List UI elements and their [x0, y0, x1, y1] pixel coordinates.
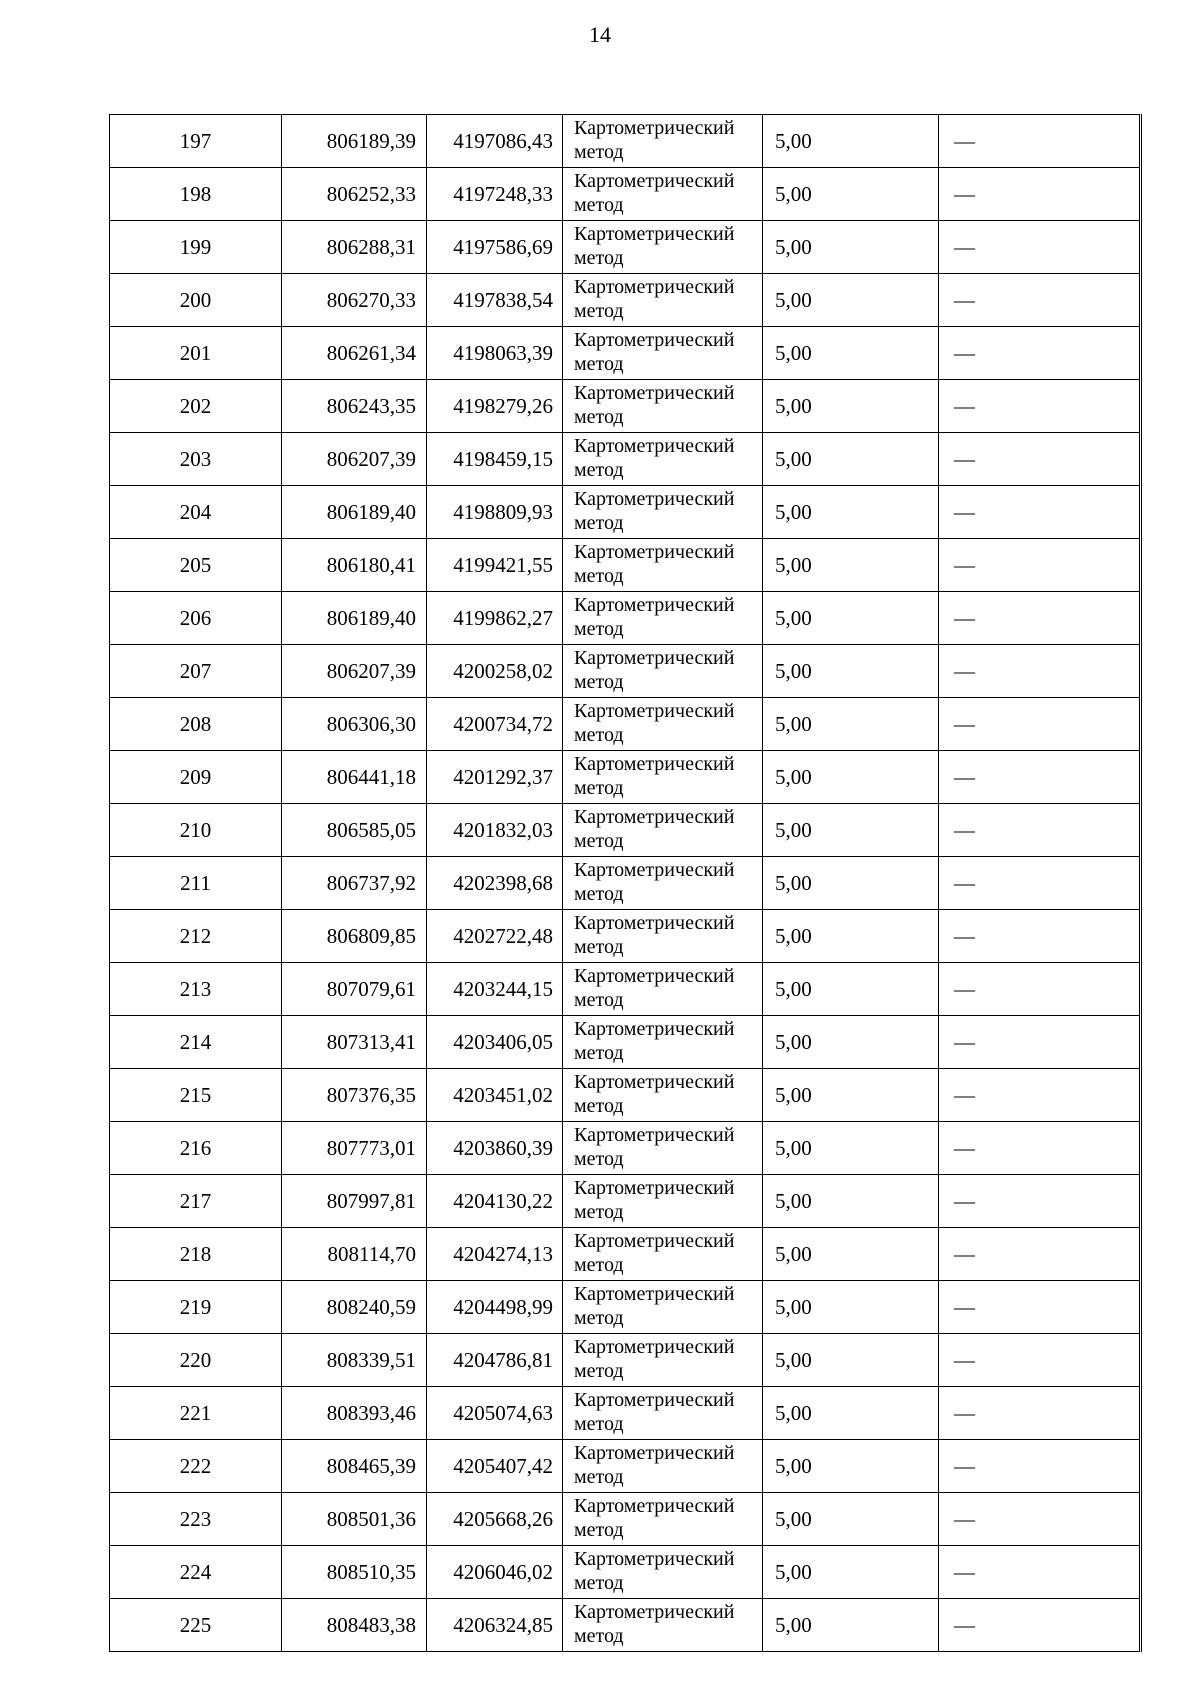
point-number-cell: 210 [110, 804, 282, 857]
table-row [110, 115, 1141, 168]
x-coordinate-cell: 808114,70 [282, 1228, 427, 1281]
x-coordinate-cell: 806809,85 [282, 910, 427, 963]
x-coordinate-cell: 806207,39 [282, 645, 427, 698]
method-line-1: Картометрический [574, 1389, 735, 1411]
y-coordinate-cell: 4206324,85 [427, 1599, 563, 1652]
method-line-1: Картометрический [574, 1548, 735, 1570]
method-line-1: Картометрический [574, 1442, 735, 1464]
method-line-1: Картометрический [574, 1336, 735, 1358]
x-coordinate-cell: 807079,61 [282, 963, 427, 1016]
accuracy-cell: 5,00 [763, 1387, 939, 1440]
accuracy-cell: 5,00 [763, 380, 939, 433]
accuracy-cell: 5,00 [763, 1175, 939, 1228]
note-cell: — [939, 115, 1141, 168]
x-coordinate-cell: 808501,36 [282, 1493, 427, 1546]
method-cell [563, 804, 763, 857]
table-row [110, 1016, 1141, 1069]
method-line-1: Картометрический [574, 488, 735, 510]
method-cell [563, 115, 763, 168]
table-row [110, 1069, 1141, 1122]
method-line-1: Картометрический [574, 912, 735, 934]
method-line-2: метод [574, 1254, 624, 1276]
point-number-cell: 198 [110, 168, 282, 221]
method-line-2: метод [574, 989, 624, 1011]
note-cell: — [939, 1387, 1141, 1440]
table-row [110, 380, 1141, 433]
note-cell: — [939, 1440, 1141, 1493]
point-number-cell: 224 [110, 1546, 282, 1599]
y-coordinate-cell: 4202722,48 [427, 910, 563, 963]
note-cell: — [939, 168, 1141, 221]
method-line-1: Картометрический [574, 1124, 735, 1146]
method-cell [563, 327, 763, 380]
point-number-cell: 200 [110, 274, 282, 327]
y-coordinate-cell: 4197838,54 [427, 274, 563, 327]
method-line-2: метод [574, 777, 624, 799]
point-number-cell: 215 [110, 1069, 282, 1122]
y-coordinate-cell: 4197586,69 [427, 221, 563, 274]
method-cell [563, 963, 763, 1016]
accuracy-cell: 5,00 [763, 857, 939, 910]
note-cell: — [939, 1228, 1141, 1281]
x-coordinate-cell: 806252,33 [282, 168, 427, 221]
method-cell [563, 380, 763, 433]
y-coordinate-cell: 4204274,13 [427, 1228, 563, 1281]
method-line-1: Картометрический [574, 753, 735, 775]
point-number-cell: 214 [110, 1016, 282, 1069]
method-line-2: метод [574, 247, 624, 269]
method-line-2: метод [574, 300, 624, 322]
method-line-1: Картометрический [574, 965, 735, 987]
method-line-2: метод [574, 1201, 624, 1223]
accuracy-cell: 5,00 [763, 645, 939, 698]
y-coordinate-cell: 4198809,93 [427, 486, 563, 539]
y-coordinate-cell: 4199862,27 [427, 592, 563, 645]
table-row [110, 539, 1141, 592]
method-cell [563, 1069, 763, 1122]
y-coordinate-cell: 4205074,63 [427, 1387, 563, 1440]
method-line-2: метод [574, 1519, 624, 1541]
page-number: 14 [589, 22, 611, 47]
note-cell: — [939, 910, 1141, 963]
method-cell [563, 168, 763, 221]
method-line-2: метод [574, 936, 624, 958]
accuracy-cell: 5,00 [763, 1069, 939, 1122]
method-line-2: метод [574, 1307, 624, 1329]
coordinates-table [109, 114, 1142, 1652]
note-cell: — [939, 486, 1141, 539]
point-number-cell: 206 [110, 592, 282, 645]
coordinates-table-wrapper [109, 114, 1142, 1652]
note-cell: — [939, 539, 1141, 592]
point-number-cell: 217 [110, 1175, 282, 1228]
x-coordinate-cell: 806306,30 [282, 698, 427, 751]
method-line-2: метод [574, 1148, 624, 1170]
method-line-1: Картометрический [574, 594, 735, 616]
point-number-cell: 220 [110, 1334, 282, 1387]
y-coordinate-cell: 4206046,02 [427, 1546, 563, 1599]
note-cell: — [939, 751, 1141, 804]
y-coordinate-cell: 4201292,37 [427, 751, 563, 804]
note-cell: — [939, 327, 1141, 380]
table-row [110, 1228, 1141, 1281]
method-line-1: Картометрический [574, 1230, 735, 1252]
method-cell [563, 486, 763, 539]
note-cell: — [939, 1122, 1141, 1175]
method-line-1: Картометрический [574, 859, 735, 881]
accuracy-cell: 5,00 [763, 221, 939, 274]
accuracy-cell: 5,00 [763, 698, 939, 751]
x-coordinate-cell: 807313,41 [282, 1016, 427, 1069]
method-line-2: метод [574, 353, 624, 375]
point-number-cell: 219 [110, 1281, 282, 1334]
method-cell [563, 1599, 763, 1652]
method-cell [563, 1546, 763, 1599]
note-cell: — [939, 1546, 1141, 1599]
method-line-1: Картометрический [574, 117, 735, 139]
accuracy-cell: 5,00 [763, 1334, 939, 1387]
method-line-2: метод [574, 1572, 624, 1594]
accuracy-cell: 5,00 [763, 168, 939, 221]
method-line-2: метод [574, 883, 624, 905]
method-line-1: Картометрический [574, 276, 735, 298]
x-coordinate-cell: 808240,59 [282, 1281, 427, 1334]
note-cell: — [939, 1599, 1141, 1652]
table-row [110, 1281, 1141, 1334]
method-line-1: Картометрический [574, 700, 735, 722]
point-number-cell: 216 [110, 1122, 282, 1175]
accuracy-cell: 5,00 [763, 1016, 939, 1069]
method-cell [563, 1122, 763, 1175]
y-coordinate-cell: 4199421,55 [427, 539, 563, 592]
method-cell [563, 221, 763, 274]
y-coordinate-cell: 4200258,02 [427, 645, 563, 698]
table-row [110, 168, 1141, 221]
accuracy-cell: 5,00 [763, 910, 939, 963]
table-row [110, 1599, 1141, 1652]
method-line-2: метод [574, 671, 624, 693]
note-cell: — [939, 380, 1141, 433]
method-line-2: метод [574, 1466, 624, 1488]
table-row [110, 645, 1141, 698]
method-cell [563, 751, 763, 804]
y-coordinate-cell: 4205407,42 [427, 1440, 563, 1493]
method-line-2: метод [574, 618, 624, 640]
method-line-1: Картометрический [574, 382, 735, 404]
method-line-1: Картометрический [574, 541, 735, 563]
x-coordinate-cell: 806270,33 [282, 274, 427, 327]
table-row [110, 857, 1141, 910]
note-cell: — [939, 645, 1141, 698]
table-row [110, 1334, 1141, 1387]
table-row [110, 963, 1141, 1016]
x-coordinate-cell: 807376,35 [282, 1069, 427, 1122]
method-line-2: метод [574, 565, 624, 587]
point-number-cell: 199 [110, 221, 282, 274]
method-line-2: метод [574, 1042, 624, 1064]
y-coordinate-cell: 4200734,72 [427, 698, 563, 751]
point-number-cell: 197 [110, 115, 282, 168]
point-number-cell: 207 [110, 645, 282, 698]
table-row [110, 327, 1141, 380]
method-cell [563, 1175, 763, 1228]
point-number-cell: 204 [110, 486, 282, 539]
method-line-1: Картометрический [574, 223, 735, 245]
x-coordinate-cell: 807997,81 [282, 1175, 427, 1228]
accuracy-cell: 5,00 [763, 1281, 939, 1334]
table-row [110, 1440, 1141, 1493]
coordinates-table-body [110, 115, 1141, 1652]
method-line-1: Картометрический [574, 1177, 735, 1199]
point-number-cell: 205 [110, 539, 282, 592]
note-cell: — [939, 1016, 1141, 1069]
method-cell [563, 274, 763, 327]
accuracy-cell: 5,00 [763, 1599, 939, 1652]
point-number-cell: 202 [110, 380, 282, 433]
accuracy-cell: 5,00 [763, 274, 939, 327]
method-line-1: Картометрический [574, 647, 735, 669]
method-line-2: метод [574, 1625, 624, 1647]
method-cell [563, 1228, 763, 1281]
y-coordinate-cell: 4201832,03 [427, 804, 563, 857]
method-cell [563, 539, 763, 592]
x-coordinate-cell: 808339,51 [282, 1334, 427, 1387]
accuracy-cell: 5,00 [763, 1493, 939, 1546]
accuracy-cell: 5,00 [763, 486, 939, 539]
method-line-1: Картометрический [574, 1283, 735, 1305]
x-coordinate-cell: 806207,39 [282, 433, 427, 486]
table-row [110, 1175, 1141, 1228]
note-cell: — [939, 274, 1141, 327]
x-coordinate-cell: 806180,41 [282, 539, 427, 592]
x-coordinate-cell: 806243,35 [282, 380, 427, 433]
point-number-cell: 223 [110, 1493, 282, 1546]
method-line-2: метод [574, 141, 624, 163]
method-cell [563, 857, 763, 910]
accuracy-cell: 5,00 [763, 1122, 939, 1175]
y-coordinate-cell: 4203860,39 [427, 1122, 563, 1175]
table-row [110, 910, 1141, 963]
y-coordinate-cell: 4204498,99 [427, 1281, 563, 1334]
method-line-2: метод [574, 406, 624, 428]
x-coordinate-cell: 808393,46 [282, 1387, 427, 1440]
y-coordinate-cell: 4197086,43 [427, 115, 563, 168]
method-line-1: Картометрический [574, 329, 735, 351]
method-cell [563, 698, 763, 751]
table-row [110, 1122, 1141, 1175]
accuracy-cell: 5,00 [763, 327, 939, 380]
table-row [110, 804, 1141, 857]
x-coordinate-cell: 807773,01 [282, 1122, 427, 1175]
note-cell: — [939, 857, 1141, 910]
x-coordinate-cell: 806261,34 [282, 327, 427, 380]
table-row [110, 221, 1141, 274]
y-coordinate-cell: 4203406,05 [427, 1016, 563, 1069]
method-line-1: Картометрический [574, 1495, 735, 1517]
method-line-1: Картометрический [574, 170, 735, 192]
note-cell: — [939, 221, 1141, 274]
method-line-1: Картометрический [574, 435, 735, 457]
point-number-cell: 203 [110, 433, 282, 486]
point-number-cell: 212 [110, 910, 282, 963]
accuracy-cell: 5,00 [763, 1546, 939, 1599]
note-cell: — [939, 1281, 1141, 1334]
method-cell [563, 592, 763, 645]
x-coordinate-cell: 808483,38 [282, 1599, 427, 1652]
y-coordinate-cell: 4198459,15 [427, 433, 563, 486]
point-number-cell: 209 [110, 751, 282, 804]
note-cell: — [939, 1334, 1141, 1387]
y-coordinate-cell: 4203244,15 [427, 963, 563, 1016]
point-number-cell: 218 [110, 1228, 282, 1281]
point-number-cell: 225 [110, 1599, 282, 1652]
table-row [110, 433, 1141, 486]
method-line-2: метод [574, 724, 624, 746]
x-coordinate-cell: 808465,39 [282, 1440, 427, 1493]
note-cell: — [939, 1493, 1141, 1546]
x-coordinate-cell: 806737,92 [282, 857, 427, 910]
method-line-2: метод [574, 194, 624, 216]
table-row [110, 1493, 1141, 1546]
table-row [110, 274, 1141, 327]
x-coordinate-cell: 808510,35 [282, 1546, 427, 1599]
method-line-2: метод [574, 1095, 624, 1117]
y-coordinate-cell: 4204786,81 [427, 1334, 563, 1387]
method-line-1: Картометрический [574, 1071, 735, 1093]
method-line-2: метод [574, 830, 624, 852]
method-cell [563, 1334, 763, 1387]
accuracy-cell: 5,00 [763, 751, 939, 804]
y-coordinate-cell: 4203451,02 [427, 1069, 563, 1122]
x-coordinate-cell: 806189,40 [282, 592, 427, 645]
method-line-2: метод [574, 459, 624, 481]
table-row [110, 1546, 1141, 1599]
note-cell: — [939, 1069, 1141, 1122]
method-cell [563, 910, 763, 963]
method-cell [563, 1281, 763, 1334]
note-cell: — [939, 963, 1141, 1016]
point-number-cell: 201 [110, 327, 282, 380]
accuracy-cell: 5,00 [763, 963, 939, 1016]
method-line-2: метод [574, 512, 624, 534]
method-line-1: Картометрический [574, 806, 735, 828]
x-coordinate-cell: 806441,18 [282, 751, 427, 804]
y-coordinate-cell: 4198279,26 [427, 380, 563, 433]
y-coordinate-cell: 4205668,26 [427, 1493, 563, 1546]
method-line-1: Картометрический [574, 1601, 735, 1623]
point-number-cell: 211 [110, 857, 282, 910]
table-row [110, 1387, 1141, 1440]
note-cell: — [939, 698, 1141, 751]
x-coordinate-cell: 806288,31 [282, 221, 427, 274]
accuracy-cell: 5,00 [763, 592, 939, 645]
note-cell: — [939, 433, 1141, 486]
y-coordinate-cell: 4204130,22 [427, 1175, 563, 1228]
method-line-2: метод [574, 1413, 624, 1435]
table-row [110, 751, 1141, 804]
point-number-cell: 221 [110, 1387, 282, 1440]
table-row [110, 698, 1141, 751]
accuracy-cell: 5,00 [763, 804, 939, 857]
y-coordinate-cell: 4202398,68 [427, 857, 563, 910]
accuracy-cell: 5,00 [763, 1228, 939, 1281]
y-coordinate-cell: 4197248,33 [427, 168, 563, 221]
accuracy-cell: 5,00 [763, 433, 939, 486]
point-number-cell: 222 [110, 1440, 282, 1493]
point-number-cell: 213 [110, 963, 282, 1016]
accuracy-cell: 5,00 [763, 1440, 939, 1493]
x-coordinate-cell: 806189,40 [282, 486, 427, 539]
method-cell [563, 433, 763, 486]
method-cell [563, 645, 763, 698]
method-line-1: Картометрический [574, 1018, 735, 1040]
table-row [110, 486, 1141, 539]
note-cell: — [939, 804, 1141, 857]
method-cell [563, 1387, 763, 1440]
note-cell: — [939, 592, 1141, 645]
note-cell: — [939, 1175, 1141, 1228]
method-line-2: метод [574, 1360, 624, 1382]
accuracy-cell: 5,00 [763, 115, 939, 168]
method-cell [563, 1440, 763, 1493]
accuracy-cell: 5,00 [763, 539, 939, 592]
method-cell [563, 1016, 763, 1069]
x-coordinate-cell: 806189,39 [282, 115, 427, 168]
point-number-cell: 208 [110, 698, 282, 751]
method-cell [563, 1493, 763, 1546]
y-coordinate-cell: 4198063,39 [427, 327, 563, 380]
table-row [110, 592, 1141, 645]
x-coordinate-cell: 806585,05 [282, 804, 427, 857]
